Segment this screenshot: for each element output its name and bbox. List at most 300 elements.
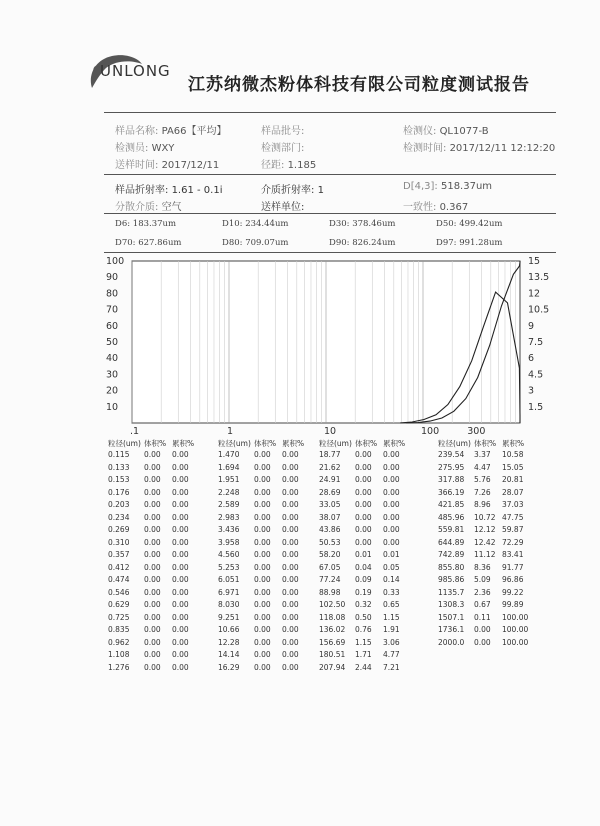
table-row <box>218 513 312 526</box>
table-row <box>319 663 413 676</box>
table-cell: 0.00 <box>144 550 161 559</box>
table-row <box>319 500 413 513</box>
table-cell: 0.629 <box>108 600 130 609</box>
table-row <box>438 513 532 526</box>
table-cell: 0.32 <box>355 600 372 609</box>
table-cell: 91.77 <box>502 562 524 572</box>
table-cell: 0.835 <box>108 625 130 634</box>
table-cell: 0.00 <box>282 562 299 572</box>
y-right-tick-label: 7.5 <box>528 337 544 348</box>
table-cell: 0.00 <box>172 500 189 509</box>
table-cell: 1.91 <box>383 625 400 634</box>
table-cell: 28.69 <box>319 487 341 497</box>
table-column-group <box>319 438 413 675</box>
table-cell: 0.00 <box>355 487 372 497</box>
y-left-tick-label: 30 <box>106 369 119 381</box>
table-cell: 99.22 <box>502 587 524 597</box>
table-cell: 59.87 <box>502 525 524 534</box>
table-cell: 0.00 <box>144 512 161 522</box>
table-cell: 0.00 <box>282 550 299 559</box>
table-row <box>438 488 532 501</box>
y-left-tick-label: 10 <box>106 401 119 413</box>
table-row <box>319 575 413 588</box>
table-row <box>319 638 413 651</box>
y-right-tick-label: 9 <box>528 320 535 332</box>
table-cell: 0.00 <box>144 562 161 572</box>
report-title: 江苏纳微杰粉体科技有限公司粒度测试报告 <box>188 75 530 95</box>
header-cell: 累积% <box>172 439 195 448</box>
table-cell: 180.51 <box>319 650 346 659</box>
y-left-tick-label: 50 <box>106 337 119 348</box>
table-row <box>108 588 202 601</box>
table-cell: 0.00 <box>172 600 189 609</box>
table-cell: 7.26 <box>474 487 491 497</box>
table-cell: 421.85 <box>438 500 465 509</box>
table-cell: 2.589 <box>218 500 240 509</box>
table-cell: 2.983 <box>218 512 240 522</box>
dept-field: 检测部门: <box>261 143 305 154</box>
table-cell: 72.29 <box>502 537 524 547</box>
table-row <box>319 625 413 638</box>
table-cell: 0.00 <box>144 587 161 597</box>
table-cell: 0.310 <box>108 537 130 547</box>
table-row <box>438 575 532 588</box>
table-row <box>108 513 202 526</box>
table-cell: 37.03 <box>502 500 524 509</box>
table-row <box>218 488 312 501</box>
table-cell: 0.00 <box>282 487 299 497</box>
table-cell: 0.00 <box>383 450 400 459</box>
table-cell: 0.00 <box>355 525 372 534</box>
table-cell: 0.00 <box>355 512 372 522</box>
header-cell: 体积% <box>144 439 167 448</box>
table-cell: 0.00 <box>144 525 161 534</box>
table-cell: 43.86 <box>319 525 341 534</box>
table-row <box>319 588 413 601</box>
table-cell: 0.00 <box>383 525 400 534</box>
instrument-field: 检测仪: QL1077-B <box>403 126 489 137</box>
table-cell: 0.00 <box>254 512 271 522</box>
table-cell: 0.357 <box>108 550 130 559</box>
table-cell: 0.00 <box>144 500 161 509</box>
table-cell: 38.07 <box>319 512 341 522</box>
table-cell: 0.176 <box>108 487 130 497</box>
table-cell: 11.12 <box>474 550 496 559</box>
table-cell: 1308.3 <box>438 600 465 609</box>
table-cell: 0.00 <box>254 662 271 672</box>
d70-value: D70: 627.86um <box>115 238 182 248</box>
table-row <box>108 650 202 663</box>
sample-ri-field: 样品折射率: 1.61 - 0.1i <box>115 185 223 196</box>
table-cell: 0.00 <box>254 475 271 484</box>
table-cell: 0.00 <box>282 612 299 622</box>
table-cell: 0.546 <box>108 587 130 597</box>
table-cell: 4.77 <box>383 650 400 659</box>
table-cell: 0.00 <box>254 625 271 634</box>
table-row <box>218 563 312 576</box>
table-cell: 1.694 <box>218 462 240 472</box>
divider <box>104 252 556 253</box>
table-cell: 0.474 <box>108 575 130 584</box>
table-row <box>108 625 202 638</box>
x-tick-label: 10 <box>324 426 337 435</box>
table-cell: 0.00 <box>172 550 189 559</box>
table-row <box>438 475 532 488</box>
table-cell: 8.030 <box>218 600 240 609</box>
y-left-tick-label: 100 <box>106 256 125 267</box>
y-right-tick-label: 13.5 <box>528 272 550 284</box>
table-cell: 855.80 <box>438 562 465 572</box>
table-cell: 985.86 <box>438 575 465 584</box>
divider <box>104 112 556 113</box>
table-cell: 96.86 <box>502 575 524 584</box>
table-row <box>218 613 312 626</box>
table-cell: 0.00 <box>282 450 299 459</box>
table-cell: 9.251 <box>218 612 240 622</box>
table-row <box>438 588 532 601</box>
table-cell: 0.00 <box>355 500 372 509</box>
table-cell: 0.04 <box>355 562 372 572</box>
table-cell: 12.42 <box>474 537 496 547</box>
table-cell: 0.67 <box>474 600 491 609</box>
table-row <box>218 500 312 513</box>
table-cell: 10.72 <box>474 512 496 522</box>
y-left-tick-label: 60 <box>106 320 119 332</box>
table-row <box>108 463 202 476</box>
table-row <box>108 450 202 463</box>
table-cell: 8.36 <box>474 562 491 572</box>
table-row <box>319 463 413 476</box>
table-cell: 5.76 <box>474 475 491 484</box>
divider <box>104 174 556 175</box>
table-cell: 0.00 <box>282 587 299 597</box>
table-cell: 3.958 <box>218 537 240 547</box>
table-cell: 0.00 <box>254 637 271 647</box>
table-header <box>438 438 532 450</box>
table-cell: 366.19 <box>438 487 465 497</box>
y-left-tick-label: 20 <box>106 385 119 397</box>
table-cell: 0.00 <box>282 600 299 609</box>
table-cell: 0.00 <box>144 462 161 472</box>
table-cell: 742.89 <box>438 550 465 559</box>
logo-text: UNLONG <box>100 62 171 80</box>
table-cell: 77.24 <box>319 575 341 584</box>
table-cell: 3.06 <box>383 637 400 647</box>
table-cell: 0.00 <box>282 637 299 647</box>
table-cell: 20.81 <box>502 475 524 484</box>
table-cell: 14.14 <box>218 650 240 659</box>
table-row <box>108 575 202 588</box>
y-right-tick-label: 10.5 <box>528 304 550 316</box>
table-row <box>108 488 202 501</box>
table-cell: 0.33 <box>383 587 400 597</box>
x-tick-label: .1 <box>130 426 140 435</box>
table-cell: 0.00 <box>144 612 161 622</box>
table-cell: 10.66 <box>218 625 240 634</box>
header-cell: 粒径(um) <box>438 439 471 448</box>
table-row <box>319 475 413 488</box>
table-cell: 0.05 <box>383 562 400 572</box>
table-cell: 0.00 <box>254 487 271 497</box>
diameter-field: 径距: 1.185 <box>261 160 317 171</box>
table-cell: 2.44 <box>355 662 372 672</box>
table-cell: 0.00 <box>144 662 161 672</box>
table-cell: 0.00 <box>282 662 299 672</box>
table-column-group <box>438 438 532 650</box>
x-tick-label: 300 <box>467 426 486 435</box>
table-cell: 5.253 <box>218 562 240 572</box>
send-time-field: 送样时间: 2017/12/11 <box>115 160 220 171</box>
table-cell: 0.00 <box>144 625 161 634</box>
table-row <box>319 538 413 551</box>
table-cell: 0.09 <box>355 575 372 584</box>
header-cell: 累积% <box>282 439 305 448</box>
table-row <box>218 663 312 676</box>
table-cell: 0.00 <box>172 450 189 459</box>
table-cell: 0.00 <box>474 625 491 634</box>
table-row <box>319 613 413 626</box>
table-cell: 83.41 <box>502 550 524 559</box>
table-cell: 0.00 <box>254 562 271 572</box>
y-left-tick-label: 80 <box>106 288 119 300</box>
table-cell: 0.00 <box>355 450 372 459</box>
table-cell: 0.00 <box>172 575 189 584</box>
table-cell: 485.96 <box>438 512 465 522</box>
particle-size-chart <box>104 255 556 435</box>
header-cell: 体积% <box>254 439 277 448</box>
table-row <box>108 600 202 613</box>
table-cell: 0.234 <box>108 512 130 522</box>
table-cell: 0.00 <box>282 500 299 509</box>
table-row <box>218 538 312 551</box>
table-cell: 0.00 <box>474 637 491 647</box>
table-cell: 0.00 <box>172 487 189 497</box>
x-tick-label: 100 <box>421 426 440 435</box>
d10-value: D10: 234.44um <box>222 219 289 229</box>
table-row <box>438 600 532 613</box>
header-cell: 粒径(um) <box>108 439 141 448</box>
table-row <box>108 638 202 651</box>
table-cell: 21.62 <box>319 462 341 472</box>
table-row <box>319 488 413 501</box>
table-row <box>218 650 312 663</box>
table-row <box>319 600 413 613</box>
y-right-tick-label: 6 <box>528 353 535 365</box>
table-cell: 0.00 <box>172 562 189 572</box>
table-cell: 33.05 <box>319 500 341 509</box>
table-cell: 1.276 <box>108 662 130 672</box>
table-cell: 2.36 <box>474 587 491 597</box>
table-cell: 0.00 <box>254 462 271 472</box>
table-row <box>218 588 312 601</box>
table-cell: 0.00 <box>254 612 271 622</box>
table-header <box>319 438 413 450</box>
table-cell: 8.96 <box>474 500 491 509</box>
table-cell: 12.28 <box>218 637 240 647</box>
table-row <box>108 563 202 576</box>
table-cell: 0.00 <box>282 462 299 472</box>
table-cell: 0.00 <box>282 525 299 534</box>
table-cell: 0.00 <box>254 550 271 559</box>
d30-value: D30: 378.46um <box>329 219 396 229</box>
table-row <box>218 600 312 613</box>
table-row <box>438 463 532 476</box>
table-cell: 0.962 <box>108 637 130 647</box>
table-cell: 0.00 <box>172 625 189 634</box>
table-cell: 5.09 <box>474 575 491 584</box>
table-cell: 0.115 <box>108 450 130 459</box>
table-cell: 100.00 <box>502 612 529 622</box>
table-row <box>108 525 202 538</box>
y-right-tick-label: 1.5 <box>528 401 544 413</box>
table-cell: 0.00 <box>355 475 372 484</box>
table-cell: 7.21 <box>383 662 400 672</box>
y-left-tick-label: 70 <box>106 304 119 316</box>
table-cell: 0.00 <box>254 600 271 609</box>
table-cell: 0.00 <box>383 475 400 484</box>
table-cell: 0.269 <box>108 525 130 534</box>
table-row <box>438 625 532 638</box>
table-cell: 0.00 <box>144 600 161 609</box>
table-cell: 0.00 <box>254 525 271 534</box>
table-cell: 1.15 <box>355 637 372 647</box>
table-row <box>438 500 532 513</box>
table-cell: 12.12 <box>474 525 496 534</box>
table-cell: 1.71 <box>355 650 372 659</box>
table-cell: 0.00 <box>383 500 400 509</box>
table-cell: 6.971 <box>218 587 240 597</box>
header-cell: 累积% <box>383 439 406 448</box>
table-row <box>438 525 532 538</box>
table-cell: 0.00 <box>355 462 372 472</box>
table-cell: 207.94 <box>319 662 346 672</box>
table-cell: 50.53 <box>319 537 341 547</box>
table-cell: 0.00 <box>254 537 271 547</box>
table-cell: 317.88 <box>438 475 465 484</box>
table-row <box>218 625 312 638</box>
table-cell: 0.00 <box>144 475 161 484</box>
table-cell: 0.00 <box>172 525 189 534</box>
table-row <box>438 638 532 651</box>
d43-field: D[4,3]: 518.37um <box>403 181 493 192</box>
table-cell: 0.00 <box>383 512 400 522</box>
d6-value: D6: 183.37um <box>115 219 177 229</box>
table-row <box>438 450 532 463</box>
table-cell: 24.91 <box>319 475 341 484</box>
table-cell: 0.00 <box>172 462 189 472</box>
table-cell: 0.00 <box>172 475 189 484</box>
table-row <box>218 475 312 488</box>
d50-value: D50: 499.42um <box>436 219 503 229</box>
table-cell: 1.15 <box>383 612 400 622</box>
y-left-tick-label: 90 <box>106 272 119 284</box>
table-row <box>438 538 532 551</box>
x-tick-label: 1 <box>227 426 234 435</box>
table-cell: 0.00 <box>383 462 400 472</box>
table-cell: 18.77 <box>319 450 341 459</box>
uniformity-field: 一致性: 0.367 <box>403 202 469 213</box>
table-row <box>108 613 202 626</box>
table-row <box>218 575 312 588</box>
table-cell: 16.29 <box>218 662 240 672</box>
table-cell: 0.00 <box>172 512 189 522</box>
y-right-tick-label: 15 <box>528 256 541 267</box>
table-cell: 559.81 <box>438 525 465 534</box>
table-row <box>218 550 312 563</box>
table-cell: 1.470 <box>218 450 240 459</box>
table-cell: 1736.1 <box>438 625 465 634</box>
table-cell: 0.00 <box>144 650 161 659</box>
y-right-tick-label: 4.5 <box>528 369 544 381</box>
table-cell: 0.725 <box>108 612 130 622</box>
table-cell: 1507.1 <box>438 612 465 622</box>
table-cell: 15.05 <box>502 462 524 472</box>
table-cell: 0.00 <box>355 537 372 547</box>
table-header <box>218 438 312 450</box>
table-cell: 99.89 <box>502 600 524 609</box>
divider <box>104 213 556 214</box>
table-row <box>438 563 532 576</box>
table-cell: 0.00 <box>282 512 299 522</box>
table-row <box>319 450 413 463</box>
table-cell: 0.00 <box>254 575 271 584</box>
table-cell: 0.00 <box>172 637 189 647</box>
table-cell: 28.07 <box>502 487 524 497</box>
table-cell: 0.133 <box>108 462 130 472</box>
table-cell: 3.436 <box>218 525 240 534</box>
table-row <box>319 513 413 526</box>
table-cell: 644.89 <box>438 537 465 547</box>
table-cell: 10.58 <box>502 450 524 459</box>
table-cell: 0.76 <box>355 625 372 634</box>
table-cell: 0.00 <box>172 537 189 547</box>
table-row <box>108 500 202 513</box>
sample-name-field: 样品名称: PA66【平均】 <box>115 126 227 137</box>
table-cell: 102.50 <box>319 600 346 609</box>
table-row <box>218 525 312 538</box>
table-cell: 100.00 <box>502 637 529 647</box>
table-cell: 58.20 <box>319 550 341 559</box>
header-cell: 体积% <box>474 439 497 448</box>
table-cell: 0.00 <box>282 625 299 634</box>
table-cell: 3.37 <box>474 450 491 459</box>
table-row <box>218 450 312 463</box>
table-cell: 0.50 <box>355 612 372 622</box>
table-cell: 0.203 <box>108 500 130 509</box>
table-column-group <box>108 438 202 675</box>
table-cell: 1.108 <box>108 650 130 659</box>
table-cell: 4.47 <box>474 462 491 472</box>
table-cell: 0.00 <box>144 637 161 647</box>
table-cell: 0.00 <box>383 487 400 497</box>
table-cell: 0.00 <box>172 587 189 597</box>
dispersant-field: 分散介质: 空气 <box>115 202 182 213</box>
header-cell: 粒径(um) <box>319 439 352 448</box>
d90-value: D90: 826.24um <box>329 238 396 248</box>
table-cell: 0.00 <box>144 537 161 547</box>
table-row <box>438 613 532 626</box>
table-cell: 6.051 <box>218 575 240 584</box>
table-header <box>108 438 202 450</box>
table-cell: 0.01 <box>355 550 372 559</box>
table-row <box>319 650 413 663</box>
table-row <box>108 550 202 563</box>
table-cell: 0.00 <box>144 575 161 584</box>
table-cell: 4.560 <box>218 550 240 559</box>
header-cell: 粒径(um) <box>218 439 251 448</box>
table-cell: 0.01 <box>383 550 400 559</box>
table-row <box>319 525 413 538</box>
